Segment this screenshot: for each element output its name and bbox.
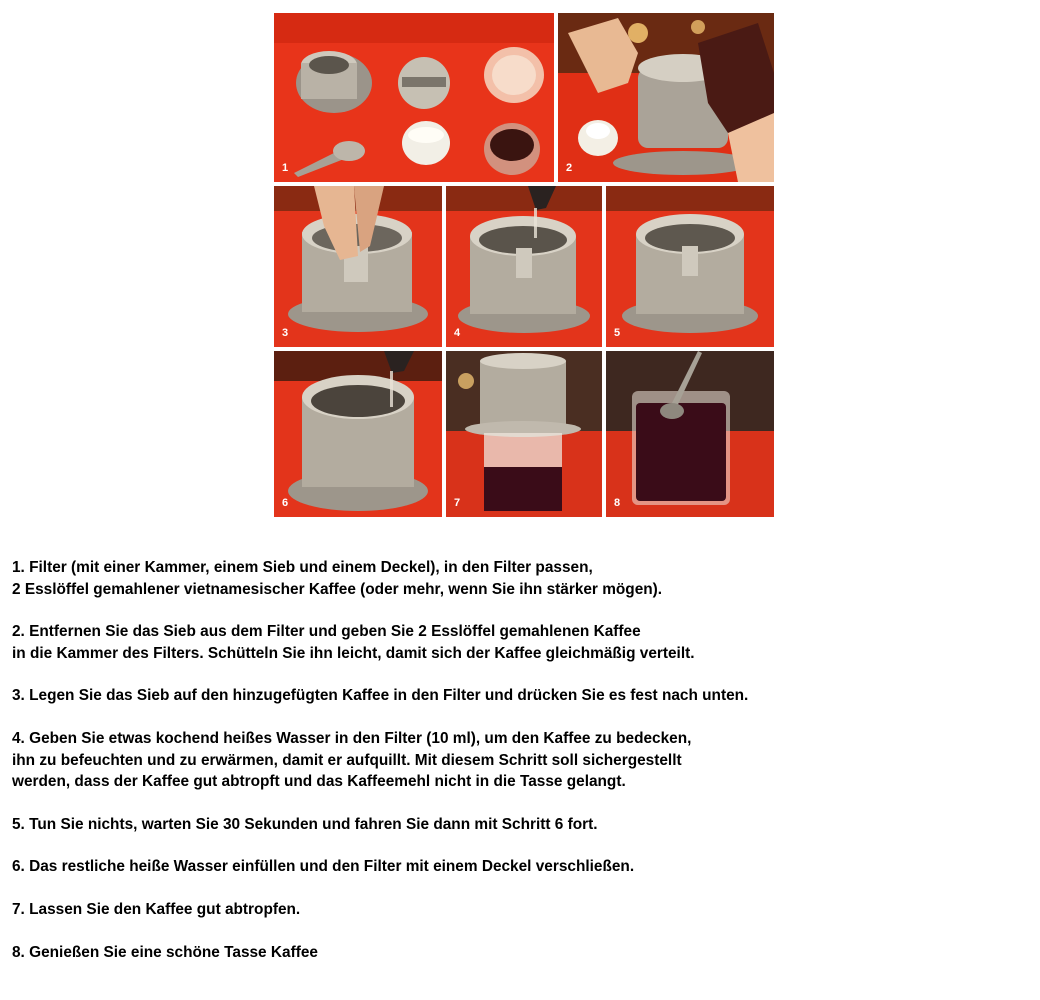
photo-number: 2: [566, 162, 573, 174]
photo-7: [446, 351, 602, 517]
instruction-line: 7. Lassen Sie den Kaffee gut abtropfen.: [12, 900, 301, 918]
photo-grid: [274, 13, 774, 517]
photo-number: 6: [282, 497, 289, 509]
photo-number: 4: [454, 327, 461, 339]
instruction-step-8: [12, 942, 1022, 964]
instruction-step-1: [12, 557, 1022, 600]
photo-number: 1: [282, 162, 289, 174]
instruction-line: ihn zu befeuchten und zu erwärmen, damit er aufquillt. Mit diesem Schritt soll sichergestellt: [12, 751, 682, 769]
photo-4: [446, 186, 602, 347]
instruction-line: 2. Entfernen Sie das Sieb aus dem Filter und geben Sie 2 Esslöffel gemahlenen Kaffee: [12, 623, 641, 641]
photo-number: 5: [614, 327, 621, 339]
photo-2: [558, 13, 774, 182]
instruction-step-2: [12, 621, 1022, 664]
instruction-line: 1. Filter (mit einer Kammer, einem Sieb und einem Deckel), in den Filter passen,: [12, 559, 593, 576]
instruction-line: werden, dass der Kaffee gut abtropft und das Kaffeemehl nicht in die Tasse gelangt.: [12, 773, 626, 791]
instructions-list: [12, 557, 1022, 984]
instruction-line: 6. Das restliche heiße Wasser einfüllen und den Filter mit einem Deckel verschließen.: [12, 858, 635, 876]
instruction-step-5: [12, 814, 1022, 836]
instruction-step-4: [12, 728, 1022, 793]
instruction-line: 5. Tun Sie nichts, warten Sie 30 Sekunden und fahren Sie dann mit Schritt 6 fort.: [12, 815, 598, 833]
instruction-step-6: [12, 856, 1022, 878]
photo-5: [606, 186, 774, 347]
photo-number: 3: [282, 327, 289, 339]
instruction-line: 4. Geben Sie etwas kochend heißes Wasser in den Filter (10 ml), um den Kaffee zu bedecken,: [12, 729, 692, 747]
photo-8: [606, 351, 774, 517]
photo-1: [274, 13, 554, 182]
photo-6: [274, 351, 442, 517]
instruction-line: 8. Genießen Sie eine schöne Tasse Kaffee: [12, 943, 318, 961]
instruction-line: in die Kammer des Filters. Schütteln Sie ihn leicht, damit sich der Kaffee gleichmäßig verteilt.: [12, 644, 695, 662]
photo-number: 8: [614, 497, 621, 509]
instruction-line: 2 Esslöffel gemahlener vietnamesischer Kaffee (oder mehr, wenn Sie ihn stärker mögen).: [12, 580, 663, 598]
photo-3: [274, 186, 442, 347]
instruction-step-3: [12, 685, 1022, 707]
instruction-step-7: [12, 899, 1022, 921]
photo-number: 7: [454, 497, 461, 509]
instruction-line: 3. Legen Sie das Sieb auf den hinzugefügten Kaffee in den Filter und drücken Sie es fest nach unten.: [12, 687, 749, 705]
